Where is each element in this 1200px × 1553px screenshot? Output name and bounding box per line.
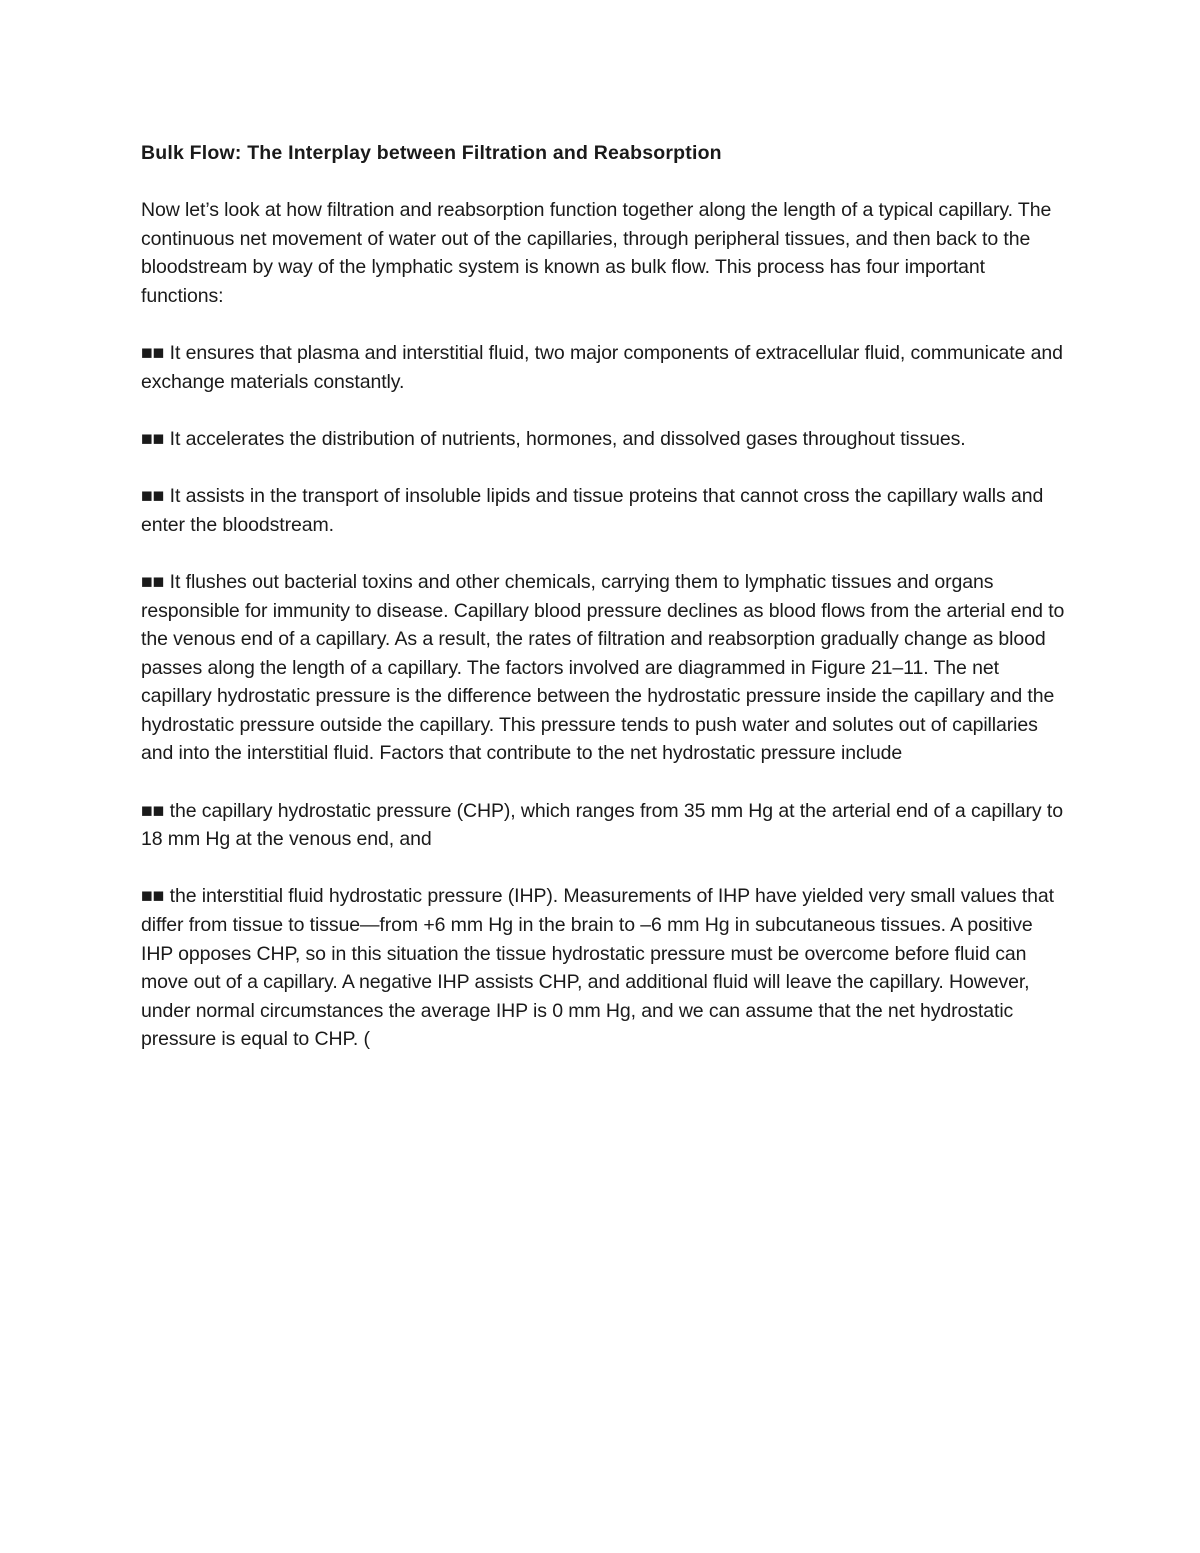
- bullet-paragraph-transport: ■■ It assists in the transport of insoluble lipids and tissue proteins that cannot cross the capillary walls and enter the bloodstream.: [141, 485, 1044, 536]
- bullet-paragraph-ihp: ■■ the interstitial fluid hydrostatic pressure (IHP). Measurements of IHP have yielded very small values that differ from tissue to tissue—from +6 mm Hg in the brain to –6 mm Hg in subcutaneous tissues. A positive IHP opposes CHP, so in this situation the tissue hydrostatic pressure must be overcome before fluid can move out of a capillary. A negative IHP assists CHP, and additional fluid will leave the capillary. However, under normal circumstances the average IHP is 0 mm Hg, and we can assume that the net hydrostatic pressure is equal to CHP. (: [141, 885, 1054, 1051]
- bullet-paragraph-exchange: ■■ It ensures that plasma and interstitial fluid, two major components of extracellular fluid, communicate and exchange materials constantly.: [141, 342, 1063, 393]
- bullet-paragraph-chp: ■■ the capillary hydrostatic pressure (CHP), which ranges from 35 mm Hg at the arterial end of a capillary to 18 mm Hg at the venous end, and: [141, 799, 1063, 851]
- bullet-paragraph-distribution: ■■ It accelerates the distribution of nutrients, hormones, and dissolved gases throughout tissues.: [141, 427, 966, 450]
- document-body: [141, 139, 1066, 1054]
- bullet-paragraph-flushing: ■■ It flushes out bacterial toxins and other chemicals, carrying them to lymphatic tissues and organs responsible for immunity to disease. Capillary blood pressure declines as blood flows from the arterial end to the venous end of a capillary. As a result, the rates of filtration and reabsorption gradually change as blood passes along the length of a capillary. The factors involved are diagrammed in Figure 21–11. The net capillary hydrostatic pressure is the difference between the hydrostatic pressure inside the capillary and the hydrostatic pressure outside the capillary. This pressure tends to push water and solutes out of capillaries and into the interstitial fluid. Factors that contribute to the net hydrostatic pressure include: [141, 570, 1065, 765]
- intro-paragraph: Now let’s look at how filtration and reabsorption function together along the length of a typical capillary. The continuous net movement of water out of the capillaries, through peripheral tissues, and then back to the bloodstream by way of the lymphatic system is known as bulk flow. This process has four important functions:: [141, 199, 1052, 307]
- document-title: Bulk Flow: The Interplay between Filtration and Reabsorption: [141, 142, 722, 164]
